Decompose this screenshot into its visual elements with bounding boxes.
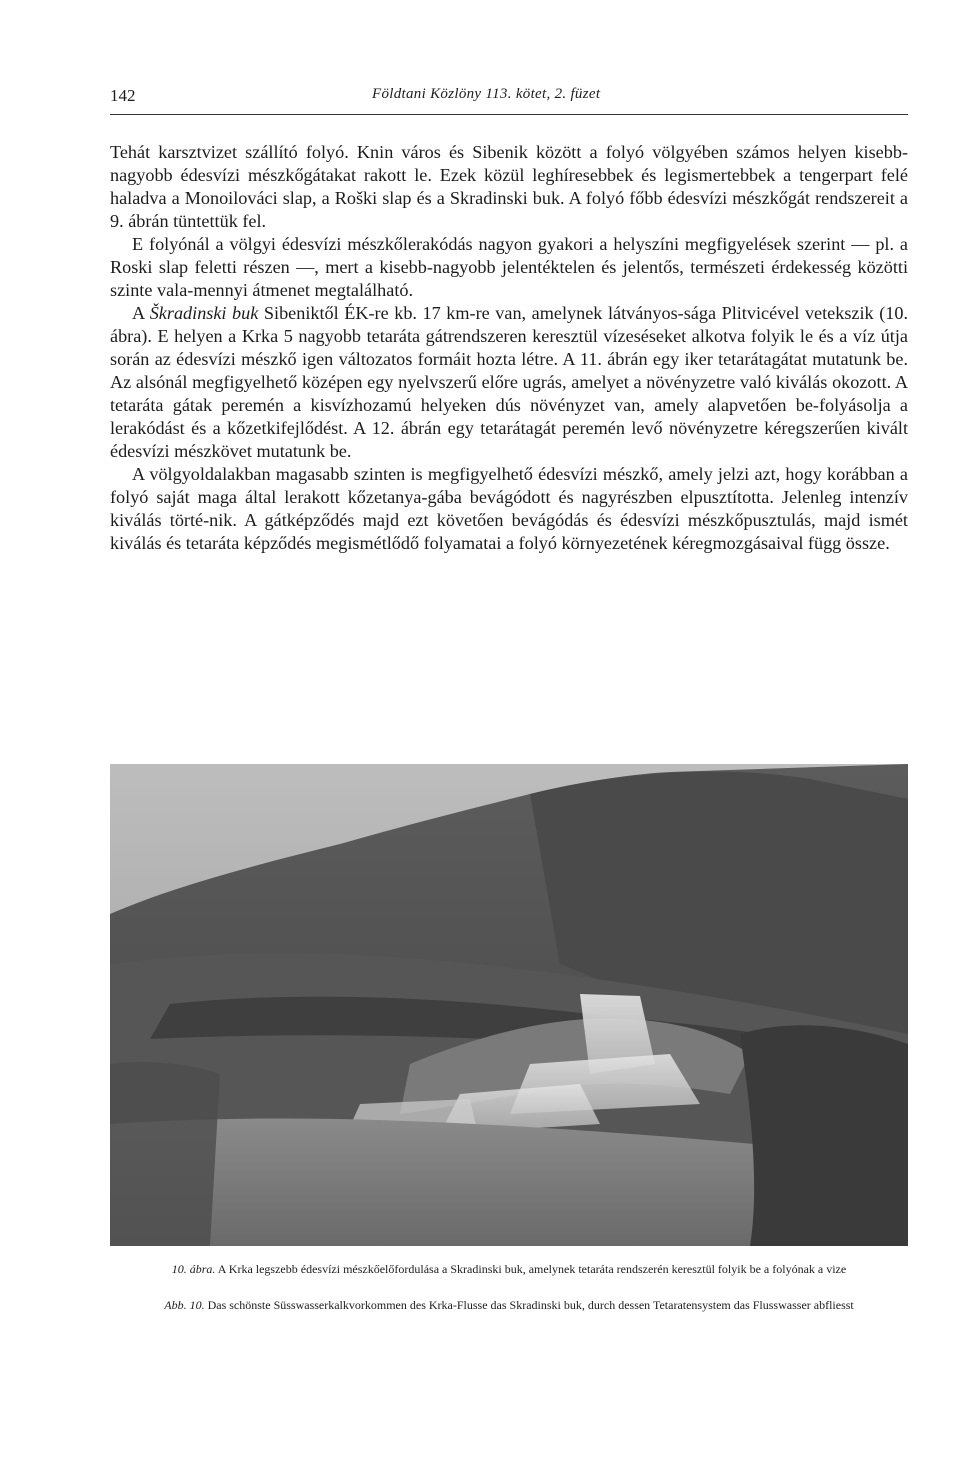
page-number: 142 (110, 86, 136, 105)
paragraph-3 (110, 302, 908, 463)
paragraph-4: A völgyoldalakban magasabb szinten is megfigyelhető édesvízi mészkő, amely jelzi azt, hogy korábban a folyó saját maga által lerakott kőzetanya-gába bevágódott és nagyrészben elpusztította. Jelenleg intenzív kiválás törté-nik. A gátképződés majd ezt követően bevágódás és édesvízi mészkőpusztulás, majd ismét kiválás és tetaráta képződés megismétlődő folyamatai a folyó környezetének kéregmozgásaival függ össze. (110, 464, 908, 553)
page-header (110, 86, 908, 110)
figure-caption-hungarian (110, 1262, 908, 1276)
paragraph-3-lead: A (132, 303, 150, 323)
waterfall-photograph (110, 764, 908, 1246)
paragraph-1: Tehát karsztvizet szállító folyó. Knin város és Sibenik között a folyó völgyében számos helyen kisebb-nagyobb édesvízi mészkőgátakat rakott le. Ezek közül leghíresebbek és legismertebbek a tengerpart felé haladva a Monoilováci slap, a Roški slap és a Skradinski buk. A folyó főbb édesvízi mészkőgát rendszereit a 9. ábrán tüntettük fel. (110, 142, 908, 231)
figure-caption-german (110, 1298, 908, 1312)
paragraph-3-rest: Sibeniktől ÉK-re kb. 17 km-re van, amelynek látványos-sága Plitvicével vetekszik (10. ábra). E helyen a Krka 5 nagyobb tetaráta gátrendszeren keresztül vízeséseket alkotva folyik le és a víz útja során az édesvízi mészkő igen változatos formáit hozta létre. A 11. ábrán egy iker tetarátagátat mutatunk be. Az alsónál megfigyelhető középen egy nyelvszerű előre ugrás, amelyet a növényzetre való kiválás okozott. A tetaráta gátak peremén a kisvízhozamú helyeken dús növényzet van, amely alapvetően be-folyásolja a lerakódást és a kőzetkifejlődést. A 12. ábrán egy tetarátagát peremén levő növényzetre kéregszerűen kivált édesvízi mészkövet mutatunk be. (110, 303, 908, 461)
place-name-skradinski-buk: Škradinski buk (149, 303, 259, 323)
running-head: Földtani Közlöny 113. kötet, 2. füzet (372, 86, 601, 102)
paragraph-2: E folyónál a völgyi édesvízi mészkőlerakódás nagyon gyakori a helyszíni megfigyelések szerint — pl. a Roski slap feletti részen —, mert a kisebb-nagyobb jelentéktelen és jelentős, természeti érdekesség közötti szinte vala-mennyi átmenet megtalálható. (110, 234, 908, 300)
header-rule (110, 114, 908, 115)
caption-de-text: Das schönste Süsswasserkalkvorkommen des Krka-Flusse das Skradinski buk, durch dessen Tetaratensystem das Flusswasser abfliesst (204, 1298, 854, 1312)
waterfall-photo-drawing (110, 764, 908, 1246)
caption-hu-text: A Krka legszebb édesvízi mészkőelőfordulása a Skradinski buk, amelynek tetaráta rendszerén keresztül folyik be a folyónak a vize (215, 1262, 847, 1276)
caption-hu-label: 10. ábra. (171, 1262, 216, 1276)
body-text (110, 141, 908, 555)
caption-de-label: Abb. 10. (164, 1298, 205, 1312)
